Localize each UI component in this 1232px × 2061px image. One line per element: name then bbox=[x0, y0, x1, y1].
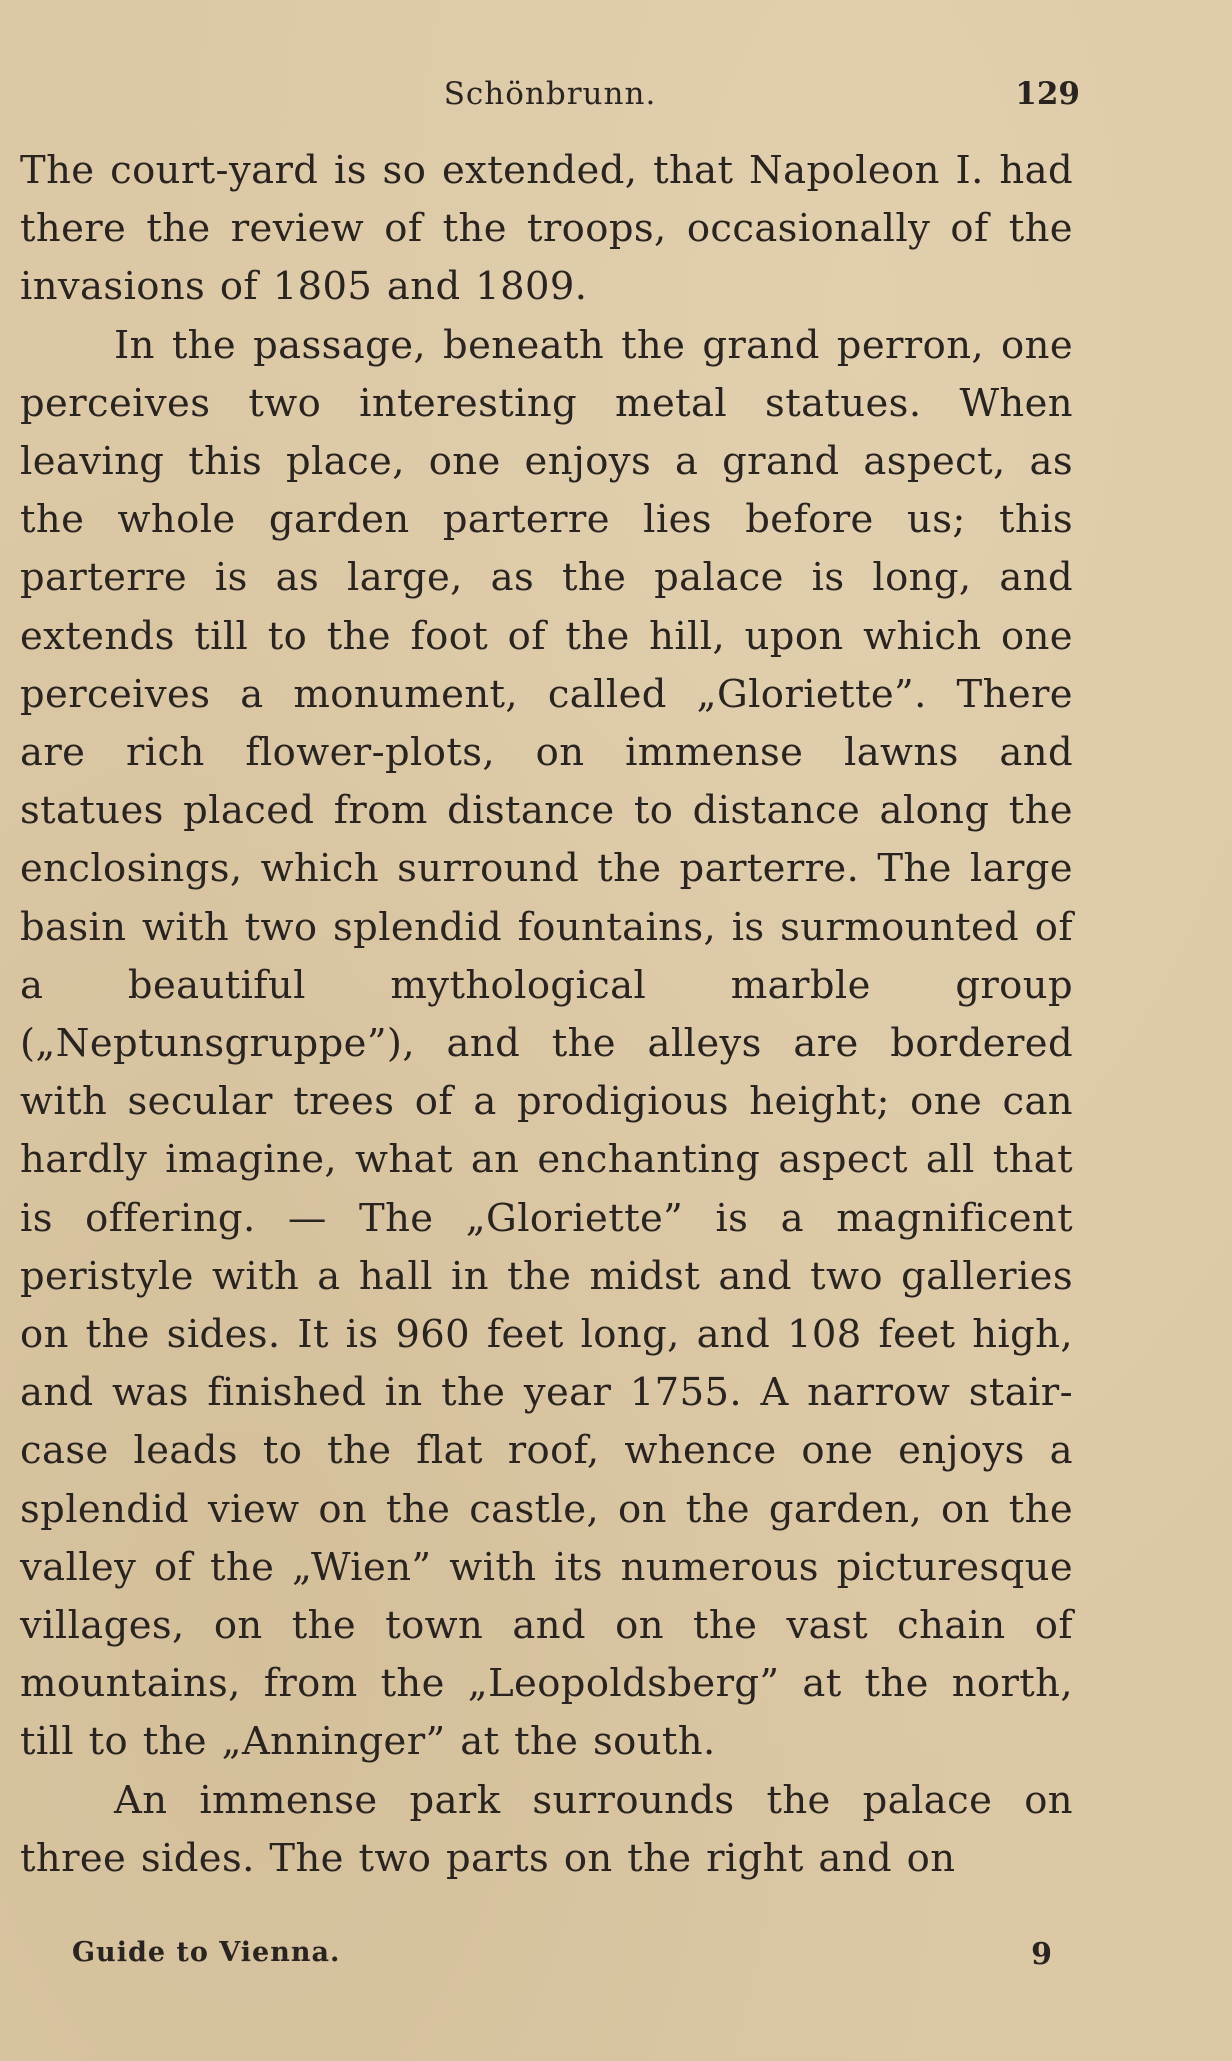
running-head: Schönbrunn. bbox=[443, 76, 657, 112]
paragraph-court-yard: The court-yard is so extended, that Napoleon I. had there the review of the troops, occasionally of the invasions of 1805 and 1809. bbox=[20, 148, 1073, 310]
paragraph-park: An immense park surrounds the palace on three sides. The two parts on the right and on bbox=[20, 1777, 1073, 1881]
signature-mark: 9 bbox=[1031, 1937, 1052, 1972]
page-header bbox=[20, 76, 1080, 120]
paragraph-passage: In the passage, beneath the grand perron, one perceives two interesting metal statues. When leaving this place, one enjoys a grand aspect, as the whole garden parterre lies before us; this parterre is as large, as the palace is long, and extends till to the foot of the hill, upon which one perceives a monument, called „Gloriette”. There are rich flower-plots, on immense lawns and statues placed from distance to distance along the enclosings, which surround the parterre. The large basin with two splendid fountains, is surmounted of a beautiful mythological marble group („Neptunsgruppe”), and the alleys are bordered with secular trees of a prodigious height; one can hardly imagine, what an enchanting aspect all that is offering. — The „Gloriette” is a magnificent peristyle with a hall in the midst and two galleries on the sides. It is 960 feet long, and 108 feet high, and was finished in the year 1755. A narrow stair-case leads to the flat roof, whence one enjoys a splendid view on the castle, on the garden, on the valley of the „Wien” with its numerous picturesque villages, on the town and on the vast chain of mountains, from the „Leopoldsberg” at the north, till to the „Anninger” at the south. bbox=[20, 322, 1073, 1765]
page-number: 129 bbox=[1015, 76, 1080, 112]
body-text bbox=[20, 142, 1073, 1888]
signature-note: Guide to Vienna. bbox=[72, 1937, 341, 1968]
page-footer bbox=[72, 1937, 1052, 1977]
